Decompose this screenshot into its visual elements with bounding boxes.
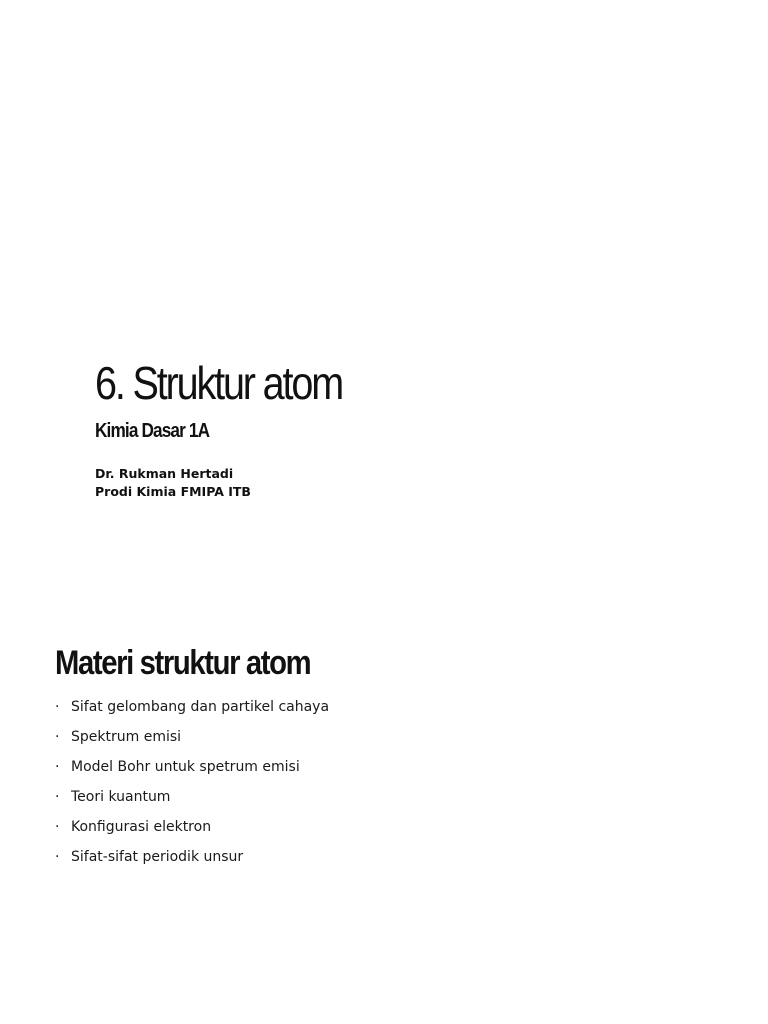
bullet-icon: ·: [55, 729, 60, 745]
list-item-text: Spektrum emisi: [71, 729, 182, 745]
bullet-icon: ·: [55, 849, 60, 865]
list-item-text: Sifat-sifat periodik unsur: [71, 849, 244, 865]
title-slide: [95, 355, 695, 501]
bullet-icon: ·: [55, 759, 60, 775]
content-heading: Materi struktur atom: [55, 644, 311, 682]
bullet-icon: ·: [55, 789, 60, 805]
bullet-icon: ·: [55, 819, 60, 835]
list-item-text: Konfigurasi elektron: [71, 819, 212, 835]
slide-subtitle: Kimia Dasar 1A: [95, 420, 210, 442]
list-item: [55, 842, 735, 872]
author-affiliation: Prodi Kimia FMIPA ITB: [95, 484, 251, 499]
content-slide: [55, 640, 735, 872]
slide-title: 6. Struktur atom: [95, 357, 343, 409]
topic-list: [55, 692, 735, 872]
list-item: [55, 782, 735, 812]
list-item-text: Sifat gelombang dan partikel cahaya: [71, 699, 330, 715]
author-block: [95, 465, 695, 501]
bullet-icon: ·: [55, 699, 60, 715]
list-item-text: Teori kuantum: [71, 789, 171, 805]
author-name: Dr. Rukman Hertadi: [95, 466, 234, 481]
list-item: [55, 752, 735, 782]
list-item: [55, 692, 735, 722]
list-item: [55, 722, 735, 752]
list-item-text: Model Bohr untuk spetrum emisi: [71, 759, 300, 775]
list-item: [55, 812, 735, 842]
